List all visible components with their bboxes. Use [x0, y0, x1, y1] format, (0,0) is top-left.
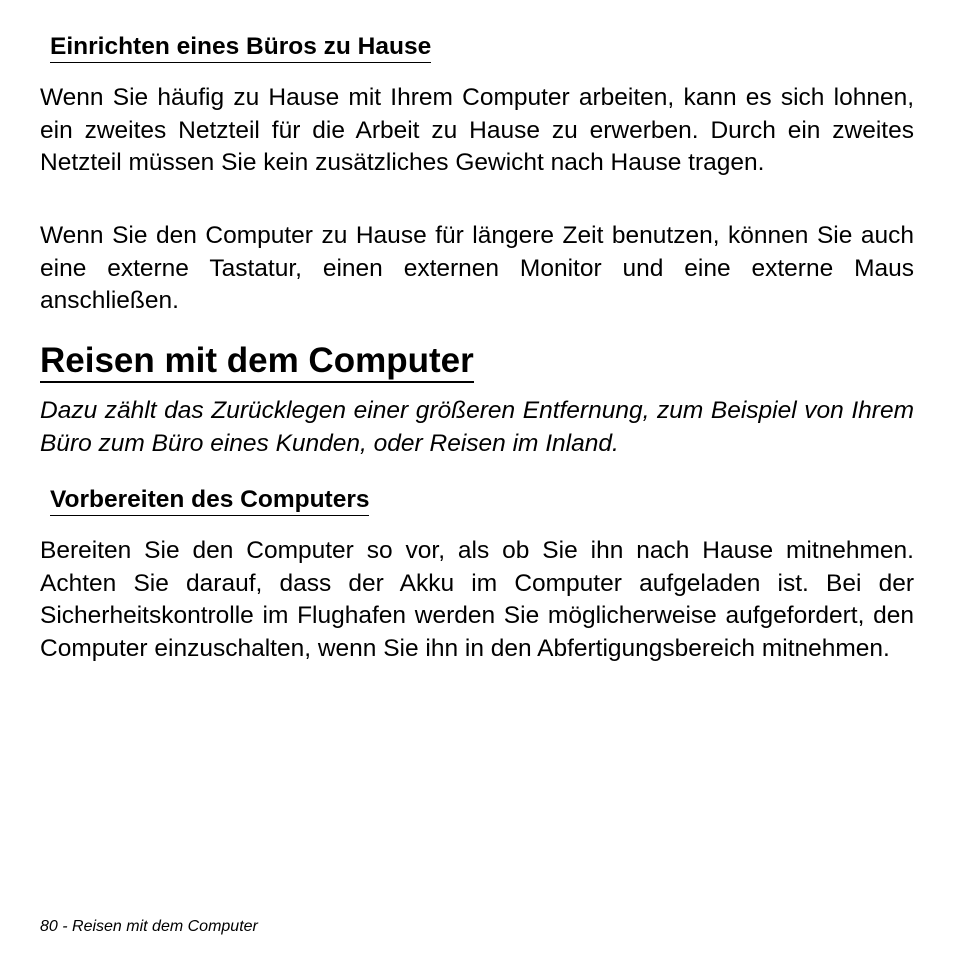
heading-preparing: Vorbereiten des Computers — [50, 486, 369, 516]
section-title-travel: Reisen mit dem Computer — [40, 341, 474, 383]
paragraph-preparing: Bereiten Sie den Computer so vor, als ob Sie ihn nach Hause mitnehmen. Achten Sie darauf, dass der Akku im Computer aufgeladen ist. Bei der Sicherheitskontrolle im Flughafen werden Sie möglicherweise aufgefordert, den Computer einzuschalten, wenn Sie ihn in den Abfertigungsbereich mitnehmen. — [40, 537, 914, 662]
paragraph-travel-intro: Dazu zählt das Zurücklegen einer größeren Entfernung, zum Beispiel von Ihrem Büro zum Büro eines Kunden, oder Reisen im Inland. — [40, 397, 914, 457]
paragraph-home-office-2: Wenn Sie den Computer zu Hause für längere Zeit benutzen, können Sie auch eine externe Tastatur, einen externen Monitor und eine externe Maus anschließen. — [40, 222, 914, 314]
heading-home-office: Einrichten eines Büros zu Hause — [50, 33, 431, 63]
page-footer: 80 - Reisen mit dem Computer — [40, 918, 258, 935]
paragraph-home-office-1: Wenn Sie häufig zu Hause mit Ihrem Computer arbeiten, kann es sich lohnen, ein zweites Netzteil für die Arbeit zu Hause zu erwerben. Durch ein zweites Netzteil müssen Sie kein zusätzliches Gewicht nach Hause tragen. — [40, 84, 914, 176]
